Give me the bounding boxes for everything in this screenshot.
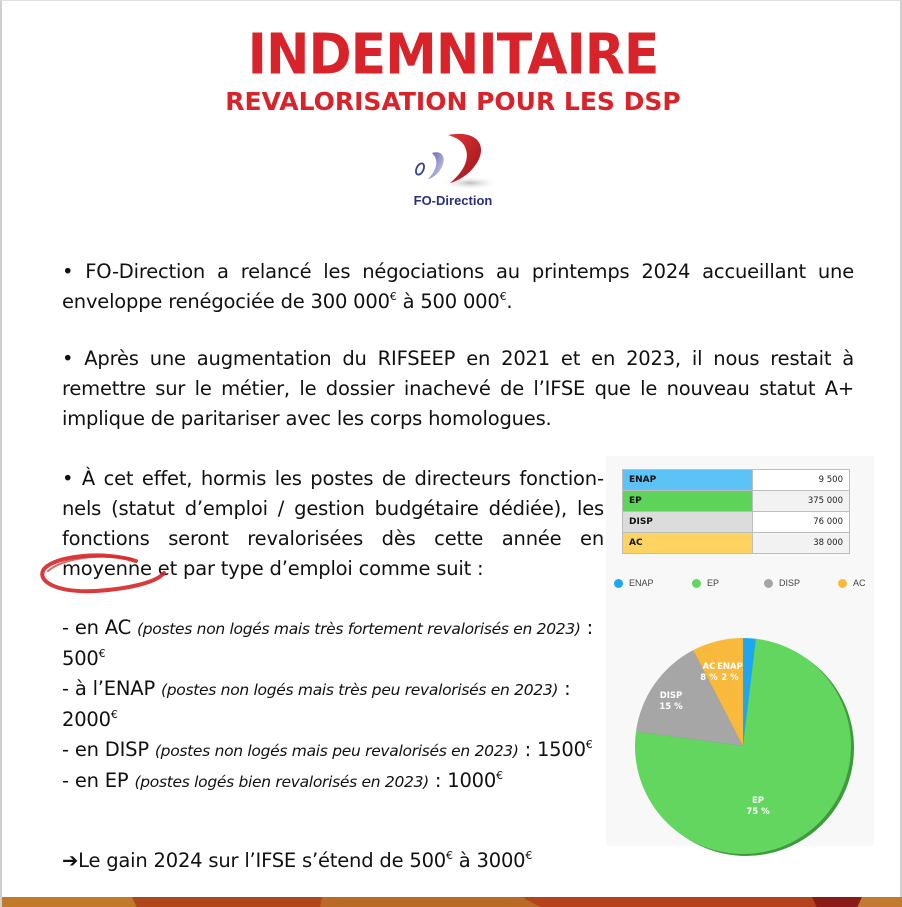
table-cell-value: 9 500 (753, 470, 850, 491)
list-item-label: - en AC (62, 616, 138, 639)
list-item-ep (62, 766, 610, 797)
arrow-right-icon: ➔ (62, 849, 79, 872)
legend-dot-icon (764, 579, 773, 588)
euro-sign: € (98, 647, 106, 660)
list-item-sep: : (558, 677, 571, 700)
list-item-note: (postes non logés mais peu revalorisés en 2023) (154, 742, 519, 760)
footer-decorative-bar (2, 897, 902, 907)
fo-direction-logo (398, 129, 508, 211)
euro-sign: € (389, 290, 397, 303)
list-item-enap (62, 674, 610, 735)
list-item-ac (62, 613, 610, 674)
table-cell-label: DISP (623, 512, 753, 533)
legend-item (838, 578, 866, 588)
data-table (622, 469, 850, 554)
legend-item (764, 578, 800, 588)
pie-label-percent: 8 % (700, 673, 718, 683)
table-row (623, 512, 850, 533)
pie-label-percent: 75 % (746, 807, 770, 817)
paragraph-1-mid: à 500 000 (396, 290, 500, 313)
list-item-amount: 500 (62, 647, 99, 670)
table-cell-label: ENAP (623, 470, 753, 491)
table-cell-value: 375 000 (753, 491, 850, 512)
legend-label: AC (853, 578, 866, 588)
list-item-note: (postes logés bien revalorisés en 2023) (134, 773, 429, 791)
list-item-sep: : (580, 616, 594, 639)
list-item-amount: 1000 (447, 769, 497, 792)
legend-dot-icon (614, 579, 623, 588)
legend-label: DISP (779, 578, 801, 588)
chart-legend (614, 578, 874, 594)
list-item-label: - en DISP (62, 738, 155, 761)
conclusion-text: Le gain 2024 sur l’IFSE s’étend de 500 (78, 849, 446, 872)
euro-sign: € (445, 849, 453, 862)
pie-label-category: ENAP (717, 662, 743, 672)
revalorisation-list (62, 613, 610, 797)
list-item-disp (62, 735, 610, 766)
list-item-sep: : (518, 738, 537, 761)
euro-sign: € (496, 769, 503, 782)
list-item-note: (postes non logés mais très fortement revalorisés en 2023) (137, 620, 581, 638)
list-item-sep: : (428, 769, 448, 792)
pie-label-percent: 15 % (659, 702, 683, 712)
list-item-amount: 1500 (536, 738, 586, 761)
pie-label-category: EP (751, 796, 765, 806)
conclusion-mid: à 3000 (452, 849, 526, 872)
table-row (623, 491, 850, 512)
pie-label-category: AC (702, 662, 716, 672)
table-cell-label: AC (623, 533, 753, 554)
legend-item (614, 578, 654, 588)
paragraph-1-text: • FO-Direction a relancé les négociations au printemps 2024 accueillant une enveloppe renégociée de 300 000 (62, 260, 854, 313)
table-row (623, 533, 850, 554)
legend-dot-icon (838, 579, 847, 588)
table-cell-label: EP (623, 491, 753, 512)
list-item-amount: 2000 (62, 708, 111, 731)
paragraph-rifseep: • Après une augmentation du RIFSEEP en 2021 et en 2023, il nous restait à remettre sur le métier, le dossier inachevé de l’IFSE que le nouveau statut A+ implique de paritariser avec les corps homologues. (62, 347, 854, 430)
page-title: INDEMNITAIRE (247, 22, 659, 88)
pie-label-category: DISP (659, 691, 683, 701)
paragraph-negotiations (62, 257, 854, 317)
euro-sign: € (525, 849, 533, 862)
list-item-label: - à l’ENAP (62, 677, 162, 700)
table-cell-value: 76 000 (753, 512, 850, 533)
euro-sign: € (110, 708, 118, 721)
paragraph-1-end: . (506, 290, 513, 313)
logo-swoosh-icon (398, 129, 508, 195)
pie-label-percent: 2 % (721, 673, 739, 683)
paragraph-revalorisation: • À cet effet, hormis les postes de directeurs fonctionnels (statut d’emploi / gestion budgétaire dédiée), les fonctions seront revalorisées dès cette année en moyenne et par type d’emploi comme suit : (62, 467, 604, 580)
conclusion (62, 846, 532, 876)
pie-chart (626, 625, 866, 871)
legend-label: EP (707, 578, 720, 588)
euro-sign: € (585, 738, 593, 751)
page-subtitle: REVALORISATION POUR LES DSP (225, 87, 681, 116)
logo-text: FO-Direction (413, 193, 493, 208)
legend-dot-icon (692, 579, 701, 588)
table-cell-value: 38 000 (753, 533, 850, 554)
list-item-label: - en EP (62, 769, 135, 792)
euro-sign: € (499, 290, 507, 303)
table-row (623, 470, 850, 491)
list-item-note: (postes non logés mais très peu revalorisés en 2023) (161, 681, 559, 699)
legend-item (692, 578, 719, 588)
legend-label: ENAP (629, 578, 654, 588)
